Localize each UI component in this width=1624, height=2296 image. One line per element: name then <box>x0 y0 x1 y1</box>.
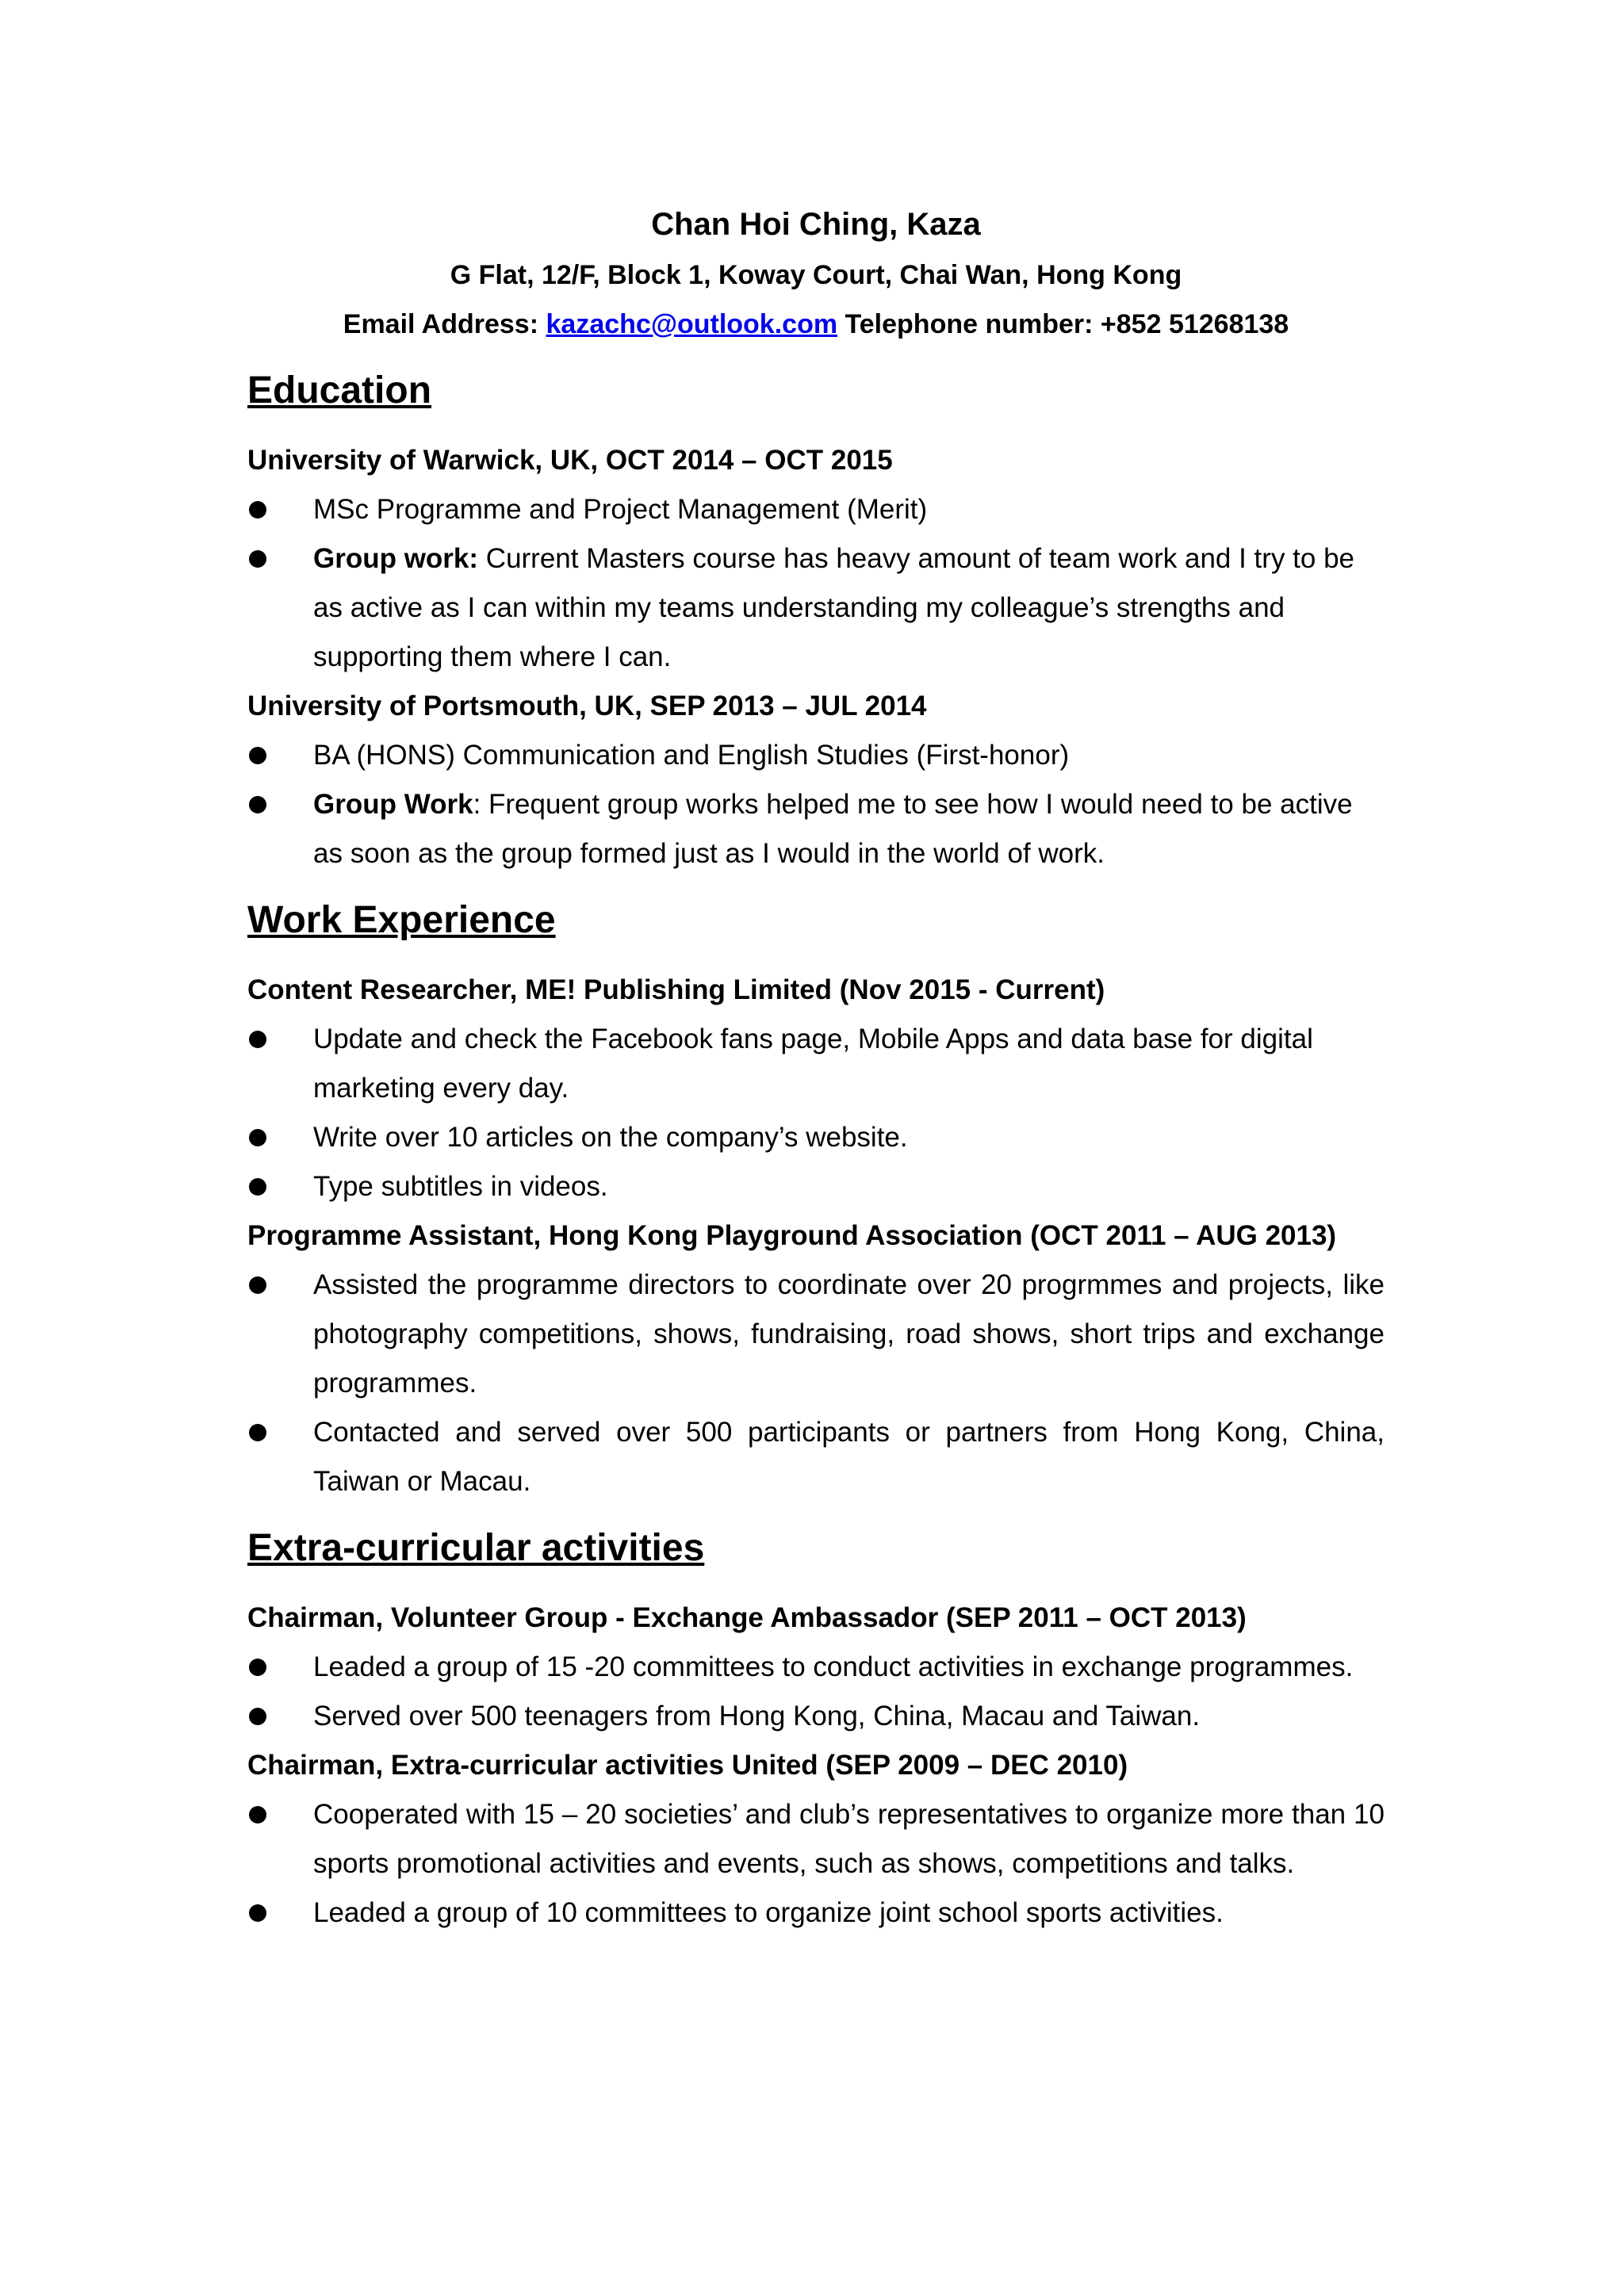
work-section <box>247 893 1385 1506</box>
entry-title: Chairman, Volunteer Group - Exchange Ambassador (SEP 2011 – OCT 2013) <box>247 1602 1247 1633</box>
list-item <box>247 1888 1385 1938</box>
bullet-list <box>247 1261 1385 1506</box>
bullet-text: MSc Programme and Project Management (Merit) <box>313 494 928 525</box>
bullet-icon <box>249 550 266 568</box>
bullet-icon <box>249 1659 266 1676</box>
bullet-text: Update and check the Facebook fans page, Mobile Apps and data base for digital marketing every day. <box>313 1024 1313 1104</box>
bullet-text: Leaded a group of 10 committees to organize joint school sports activities. <box>313 1897 1224 1928</box>
entry-title: University of Portsmouth, UK, SEP 2013 – JUL 2014 <box>247 691 927 721</box>
education-section <box>247 363 1385 878</box>
section-title-work: Work Experience <box>247 899 556 941</box>
bullet-text: BA (HONS) Communication and English Studies (First-honor) <box>313 740 1070 771</box>
list-item <box>247 780 1385 878</box>
bullet-list <box>247 731 1385 878</box>
bullet-icon <box>249 1708 266 1725</box>
bullet-icon <box>249 747 266 764</box>
bullet-icon <box>249 1806 266 1823</box>
bullet-icon <box>249 501 266 519</box>
bullet-text: Leaded a group of 15 -20 committees to conduct activities in exchange programmes. <box>313 1651 1354 1682</box>
list-item <box>247 485 1385 534</box>
bullet-icon <box>249 1424 266 1441</box>
bullet-text: : Frequent group works helped me to see how I would need to be active as soon as the group formed just as I would in the world of work. <box>313 789 1353 869</box>
activities-section <box>247 1521 1385 1938</box>
list-item <box>247 534 1385 682</box>
resume-header <box>247 198 1385 349</box>
entry-title: Programme Assistant, Hong Kong Playground Association (OCT 2011 – AUG 2013) <box>247 1220 1337 1251</box>
bullet-icon <box>249 1276 266 1294</box>
contact-line <box>247 300 1385 349</box>
email-label: Email Address: <box>343 309 539 339</box>
bullet-text: Assisted the programme directors to coordinate over 20 progrmmes and projects, like photography competitions, shows, fundraising, road shows, short trips and exchange programmes. <box>313 1269 1385 1399</box>
bullet-text: Type subtitles in videos. <box>313 1171 608 1202</box>
bullet-icon <box>249 1178 266 1196</box>
bullet-lead: Group Work <box>313 789 473 820</box>
list-item <box>247 731 1385 780</box>
list-item <box>247 1113 1385 1162</box>
email-link[interactable]: kazachc@outlook.com <box>546 309 838 339</box>
candidate-address: G Flat, 12/F, Block 1, Koway Court, Chai Wan, Hong Kong <box>450 260 1182 290</box>
bullet-list <box>247 1015 1385 1211</box>
bullet-text: Cooperated with 15 – 20 societies’ and club’s representatives to organize more than 10 sports promotional activities and events, such as shows, competitions and talks. <box>313 1799 1385 1879</box>
candidate-name: Chan Hoi Ching, Kaza <box>651 207 981 242</box>
bullet-icon <box>249 1031 266 1048</box>
list-item <box>247 1692 1385 1741</box>
section-title-education: Education <box>247 369 432 411</box>
list-item <box>247 1408 1385 1506</box>
bullet-lead: Group work: <box>313 543 479 574</box>
bullet-icon <box>249 796 266 813</box>
list-item <box>247 1015 1385 1113</box>
bullet-text: Write over 10 articles on the company’s website. <box>313 1122 908 1153</box>
section-title-activities: Extra-curricular activities <box>247 1527 705 1569</box>
bullet-list <box>247 1643 1385 1741</box>
entry-title: Chairman, Extra-curricular activities United (SEP 2009 – DEC 2010) <box>247 1750 1128 1781</box>
entry-title: Content Researcher, ME! Publishing Limited (Nov 2015 - Current) <box>247 974 1105 1005</box>
resume-page <box>247 198 1385 1952</box>
bullet-list <box>247 1790 1385 1938</box>
bullet-icon <box>249 1904 266 1922</box>
bullet-icon <box>249 1129 266 1146</box>
list-item <box>247 1790 1385 1888</box>
list-item <box>247 1162 1385 1211</box>
list-item <box>247 1643 1385 1692</box>
bullet-text: Contacted and served over 500 participants or partners from Hong Kong, China, Taiwan or Macau. <box>313 1417 1385 1497</box>
entry-title: University of Warwick, UK, OCT 2014 – OCT 2015 <box>247 445 893 476</box>
phone-number: Telephone number: +852 51268138 <box>845 309 1289 339</box>
bullet-list <box>247 485 1385 682</box>
bullet-text: Served over 500 teenagers from Hong Kong, China, Macau and Taiwan. <box>313 1701 1201 1732</box>
bullet-text: Current Masters course has heavy amount of team work and I try to be as active as I can within my teams understanding my colleague’s strengths and supporting them where I can. <box>313 543 1355 672</box>
list-item <box>247 1261 1385 1408</box>
